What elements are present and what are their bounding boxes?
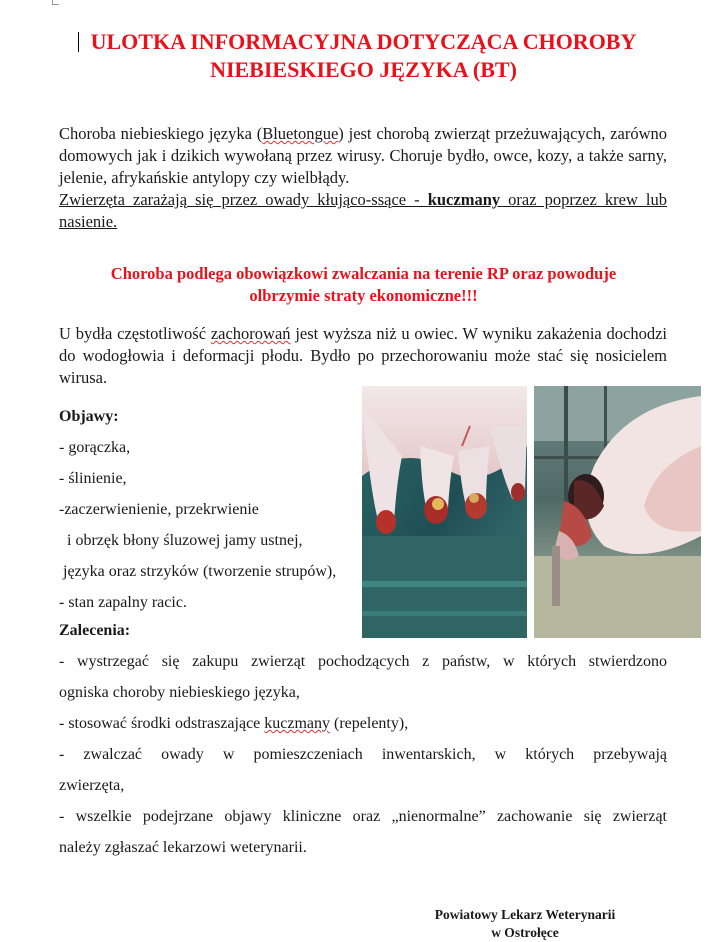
recommendation-text: - stosować środki odstraszające [59,715,265,732]
recommendations-heading: Zalecenia: [59,622,131,639]
intro-transmission-a: Zwierzęta zarażają się przez owady kłująco-ssące - [59,190,428,209]
signature-location: w Ostrołęce [491,925,559,940]
intro-sentence-1 [59,123,667,189]
signature-title: Powiatowy Lekarz Weterynarii [434,907,616,922]
intro-text-c: ) jest chorobą zwierząt przeżuwających, zarówno domowych jak i dzikich wywołaną przez wirusy. Choruje bydło, owce, kozy, a także sarny, jelenie, afrykańskie antylopy czy wielbłądy. [59,124,667,187]
symptoms-section [59,406,336,623]
signature-block [400,906,650,942]
text-cursor [78,32,79,52]
recommendations-section [59,620,667,868]
recommendation-line: - wystrzegać się zakupu zwierząt pochodzących z państw, w których stwierdzono [59,653,667,670]
warning-line-2: olbrzymie straty ekonomiczne!!! [249,286,478,305]
symptom-item: -zaczerwienienie, przekrwienie [59,501,259,518]
photo-cow-teats-image [362,386,527,638]
warning-notice [70,263,657,307]
recommendation-line: zwierzęta, [59,777,125,794]
cattle-text [59,323,667,389]
recommendation-line: - wszelkie podejrzane objawy kliniczne oraz „nienormalne” zachowanie się zwierząt [59,808,667,825]
symptoms-heading: Objawy: [59,408,119,425]
symptom-item: - gorączka, [59,439,131,456]
intro-sentence-2 [59,189,667,233]
warning-line-1: Choroba podlega obowiązkowi zwalczania na terenie RP oraz powoduje [110,264,617,283]
intro-paragraph [59,123,667,233]
symptom-item: języka oraz strzyków (tworzenie strupów), [59,563,337,580]
title-line-1: ULOTKA INFORMACYJNA DOTYCZĄCA CHOROBY [90,29,637,54]
cattle-term: zachorowań [210,324,291,343]
cattle-text-c: jest wyższa niż u owiec. W wyniku zakażenia dochodzi do wodogłowia i deformacji płodu. Bydło po przechorowaniu może stać się nosicielem wirusa. [59,324,667,387]
recommendation-line: należy zgłaszać lekarzowi weterynarii. [59,839,307,856]
photo-muzzle-lesion [534,386,701,638]
cattle-paragraph [59,323,667,389]
recommendation-line: - zwalczać owady w pomieszczeniach inwentarskich, w których przebywają [59,746,667,763]
recommendation-line [59,713,667,744]
intro-text-a: Choroba niebieskiego języka ( [59,124,263,143]
page-title [60,28,667,84]
symptom-item: - stan zapalny racic. [59,594,187,611]
intro-transmission-c: oraz poprzez krew lub nasienie. [59,190,667,231]
kuczmany-term: kuczmany [427,190,501,209]
recommendation-line: ogniska choroby niebieskiego języka, [59,684,300,701]
cattle-text-a: U bydła częstotliwość [59,324,211,343]
recommendation-text: (repelenty), [330,715,409,732]
kuczmany-term: kuczmany [264,715,331,732]
symptom-item: i obrzęk błony śluzowej jamy ustnej, [59,532,303,549]
bluetongue-term: Bluetongue [262,124,339,143]
page-corner-mark [52,0,59,5]
symptom-item: - ślinienie, [59,470,127,487]
photo-muzzle-lesion-image [534,386,701,638]
photo-cow-teats [362,386,527,638]
title-line-2: NIEBIESKIEGO JĘZYKA (BT) [210,57,517,82]
